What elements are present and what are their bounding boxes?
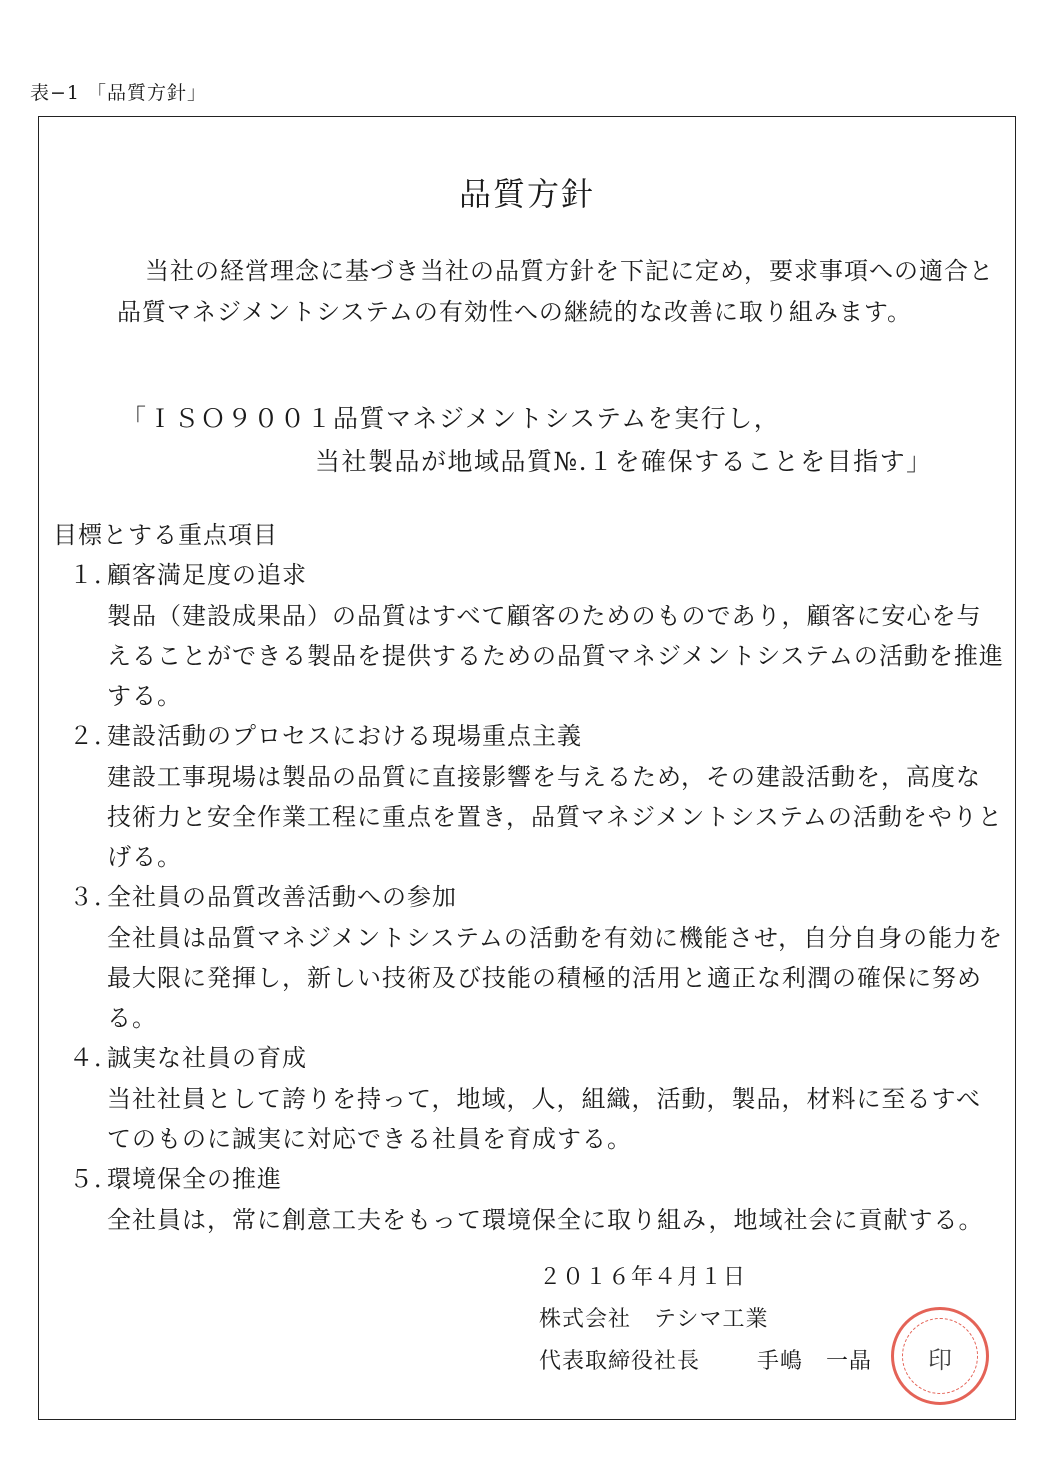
- goal-item-title: 建設活動のプロセスにおける現場重点主義: [107, 722, 582, 750]
- issue-date: ２０１６年４月１日: [539, 1265, 747, 1290]
- intro-paragraph: 当社の経営理念に基づき当社の品質方針を下記に定め，要求事項への適合と品質マネジメントシステムの有効性への継続的な改善に取り組みます。: [117, 257, 995, 326]
- seal-text: 印: [928, 1346, 952, 1374]
- company-seal-stamp: [891, 1307, 989, 1405]
- goal-item-heading: [69, 1038, 1004, 1079]
- goal-item: [69, 1159, 1004, 1240]
- representative-title: 代表取締役社長: [539, 1349, 701, 1374]
- goal-item-heading: [69, 1159, 1004, 1200]
- goal-item: [69, 1038, 1004, 1159]
- goal-item-title: 誠実な社員の育成: [107, 1044, 307, 1072]
- goal-item-body: 全社員は，常に創意工夫をもって環境保全に取り組み，地域社会に貢献する。: [107, 1206, 984, 1234]
- goal-item: [69, 877, 1004, 1038]
- goal-item-title: 顧客満足度の追求: [107, 561, 307, 589]
- goal-item: [69, 555, 1004, 716]
- goal-item-number: ４．: [69, 1044, 119, 1072]
- goals-list: [69, 555, 1004, 1240]
- goal-item-heading: [69, 555, 1004, 596]
- goal-item: [69, 716, 1004, 877]
- slogan-line-2: 当社製品が地域品質№.１を確保することを目指す」: [315, 447, 933, 476]
- goal-item-number: １．: [69, 561, 119, 589]
- goal-item-title: 環境保全の推進: [107, 1165, 282, 1193]
- signature-block: [539, 1257, 872, 1383]
- goal-item-body: 製品（建設成果品）の品質はすべて顧客のためのものであり，顧客に安心を与えることができる製品を提供するための品質マネジメントシステムの活動を推進する。: [107, 602, 1004, 710]
- goal-item-body: 当社社員として誇りを持って，地域，人，組織，活動，製品，材料に至るすべてのものに誠実に対応できる社員を育成する。: [107, 1085, 982, 1153]
- goal-item-title: 全社員の品質改善活動への参加: [107, 883, 457, 911]
- goal-item-number: ３．: [69, 883, 119, 911]
- representative: [539, 1341, 872, 1383]
- slogan-line-1: 「ＩＳＯ９００１品質マネジメントシステムを実行し，: [121, 404, 781, 433]
- goal-item-number: ２．: [69, 722, 119, 750]
- table-caption: 表−1 「品質方針」: [30, 82, 208, 104]
- goal-item-number: ５．: [69, 1165, 119, 1193]
- goal-item-heading: [69, 716, 1004, 757]
- goal-item-body: 建設工事現場は製品の品質に直接影響を与えるため，その建設活動を，高度な技術力と安全作業工程に重点を置き，品質マネジメントシステムの活動をやりとげる。: [107, 763, 1003, 871]
- goals-heading: 目標とする重点項目: [53, 521, 278, 549]
- representative-name: 手嶋 一晶: [757, 1349, 873, 1374]
- page-title: 品質方針: [458, 175, 595, 213]
- company-name: 株式会社 テシマ工業: [539, 1307, 769, 1332]
- goal-item-body: 全社員は品質マネジメントシステムの活動を有効に機能させ，自分自身の能力を最大限に発揮し，新しい技術及び技能の積極的活用と適正な利潤の確保に努める。: [107, 924, 1004, 1032]
- policy-frame: [38, 116, 1016, 1420]
- goal-item-heading: [69, 877, 1004, 918]
